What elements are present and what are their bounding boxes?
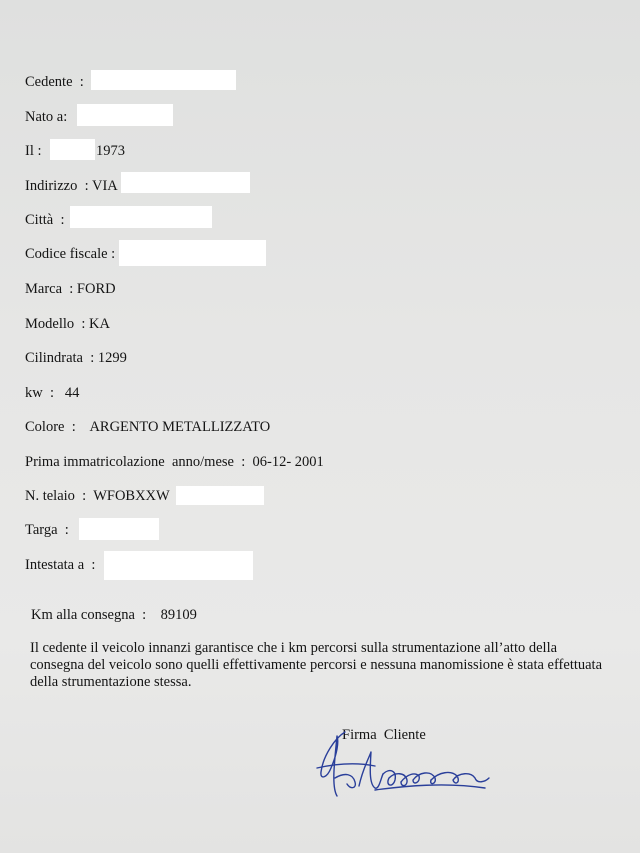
modello-line: Modello : KA (25, 316, 110, 332)
cedente-label: Cedente : (25, 74, 84, 90)
birth-year: 1973 (96, 143, 125, 159)
telaio-label: N. telaio : WFOBXXW (25, 488, 170, 504)
redacted-nato (77, 104, 173, 126)
citta-label: Città : (25, 212, 65, 228)
km-line: Km alla consegna : 89109 (31, 607, 197, 623)
redacted-telaio (176, 486, 264, 505)
codice-fiscale-label: Codice fiscale : (25, 246, 116, 262)
marca-line: Marca : FORD (25, 281, 116, 297)
redacted-intestata (104, 551, 253, 580)
il-label: Il : (25, 143, 42, 159)
redacted-cedente (91, 70, 236, 90)
handwritten-signature (315, 728, 495, 803)
cilindrata-line: Cilindrata : 1299 (25, 350, 127, 366)
targa-label: Targa : (25, 522, 69, 538)
intestata-label: Intestata a : (25, 557, 96, 573)
indirizzo-label: Indirizzo : VIA (25, 178, 118, 194)
redacted-codice-fiscale (119, 240, 266, 266)
colore-line: Colore : ARGENTO METALLIZZATO (25, 419, 271, 435)
redacted-city (70, 206, 212, 228)
redacted-address (121, 172, 250, 193)
kw-line: kw : 44 (25, 385, 80, 401)
redacted-targa (79, 518, 159, 540)
declaration-line-1: Il cedente il veicolo innanzi garantisce che i km percorsi sulla strumentazione all’atto della (30, 640, 558, 656)
immatricolazione-line: Prima immatricolazione anno/mese : 06-12- 2001 (25, 454, 324, 470)
declaration-text (30, 640, 630, 691)
declaration-line-3: della strumentazione stessa. (30, 674, 192, 690)
declaration-line-2: consegna del veicolo sono quelli effettivamente percorsi e nessuna manomissione è stata effettuata (30, 657, 603, 673)
nato-label: Nato a: (25, 109, 68, 125)
redacted-birth-date (50, 139, 95, 160)
signature-label: Firma Cliente (342, 727, 426, 743)
